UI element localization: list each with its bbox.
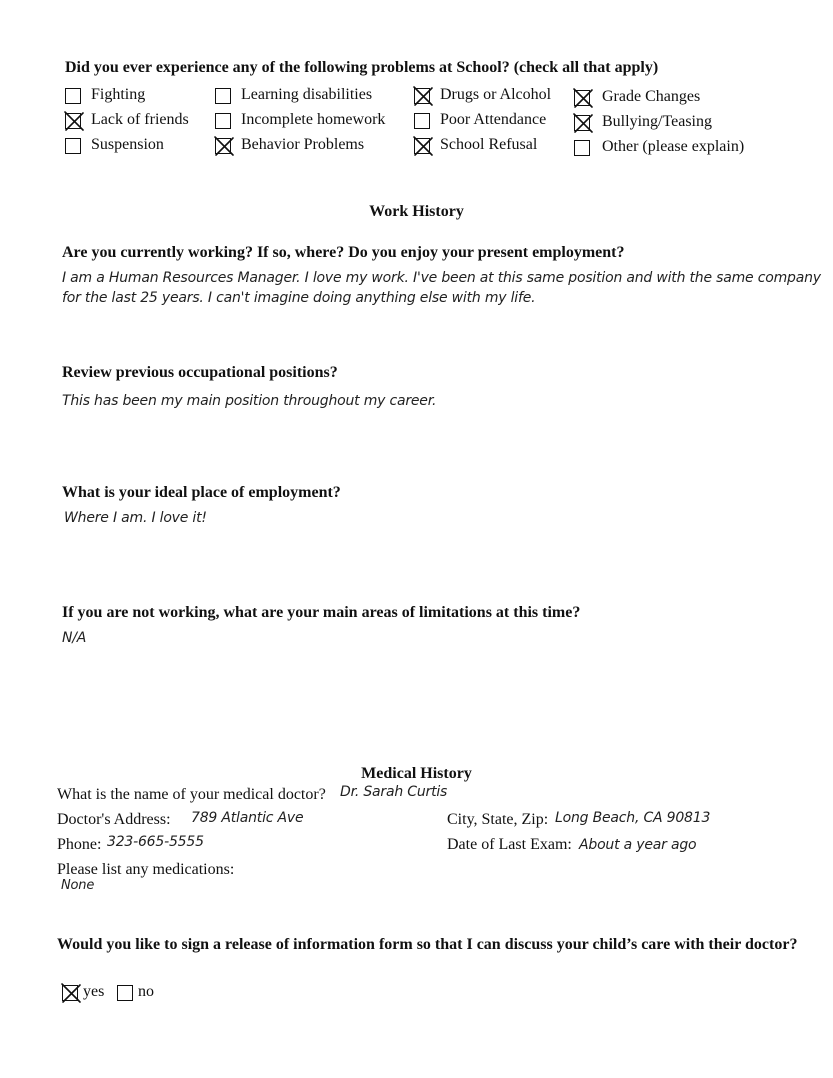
release-no-checkbox[interactable]: [117, 985, 133, 1001]
phone-label: Phone:: [57, 836, 102, 853]
checkbox-label-behavior-problems: Behavior Problems: [241, 136, 365, 153]
work-question-previous: Review previous occupational positions?: [62, 364, 338, 381]
last-exam-label: Date of Last Exam:: [447, 836, 572, 853]
work-question-limitations: If you are not working, what are your main areas of limitations at this time?: [62, 604, 581, 621]
release-yes-label: yes: [83, 983, 105, 1000]
last-exam-value[interactable]: About a year ago: [579, 837, 697, 853]
medical-history-heading: Medical History: [361, 765, 472, 782]
work-answer-ideal: Where I am. I love it!: [64, 510, 207, 526]
work-question-current: Are you currently working? If so, where? Do you enjoy your present employment?: [62, 244, 625, 261]
checkbox-behavior-problems[interactable]: [215, 138, 231, 154]
work-answer-current-line2: for the last 25 years. I can't imagine doing anything else with my life.: [62, 290, 536, 306]
checkbox-fighting[interactable]: [65, 88, 81, 104]
x-mark-icon: [412, 135, 434, 157]
checkbox-other-please-explain[interactable]: [574, 140, 590, 156]
checkbox-label-lack-of-friends: Lack of friends: [91, 111, 189, 128]
checkbox-lack-of-friends[interactable]: [65, 113, 81, 129]
work-answer-previous: This has been my main position throughout my career.: [62, 393, 437, 409]
checkbox-incomplete-homework[interactable]: [215, 113, 231, 129]
city-state-zip-value[interactable]: Long Beach, CA 90813: [555, 810, 711, 826]
medications-value[interactable]: None: [61, 878, 95, 893]
release-question: Would you like to sign a release of information form so that I can discuss your child’s care with their doctor?: [57, 936, 798, 953]
checkbox-label-fighting: Fighting: [91, 86, 146, 103]
school-question: Did you ever experience any of the following problems at School? (check all that apply): [65, 59, 659, 76]
checkbox-label-grade-changes: Grade Changes: [602, 88, 701, 105]
checkbox-bullying-teasing[interactable]: [574, 115, 590, 131]
checkbox-label-poor-attendance: Poor Attendance: [440, 111, 547, 128]
x-mark-icon: [63, 110, 85, 132]
work-answer-current-line1: I am a Human Resources Manager. I love my work. I've been at this same position and with the same company: [62, 270, 821, 286]
checkbox-learning-disabilities[interactable]: [215, 88, 231, 104]
city-state-zip-label: City, State, Zip:: [447, 811, 549, 828]
x-mark-icon: [572, 112, 594, 134]
checkbox-poor-attendance[interactable]: [414, 113, 430, 129]
checkbox-label-learning-disabilities: Learning disabilities: [241, 86, 373, 103]
checkbox-label-school-refusal: School Refusal: [440, 136, 538, 153]
work-question-ideal: What is your ideal place of employment?: [62, 484, 341, 501]
doctor-name-label: What is the name of your medical doctor?: [57, 786, 326, 803]
work-answer-limitations: N/A: [62, 630, 87, 646]
x-mark-icon: [572, 87, 594, 109]
x-mark-icon: [412, 85, 434, 107]
medications-label: Please list any medications:: [57, 861, 235, 878]
checkbox-label-suspension: Suspension: [91, 136, 164, 153]
checkbox-label-incomplete-homework: Incomplete homework: [241, 111, 386, 128]
release-no-label: no: [138, 983, 154, 1000]
x-mark-icon: [213, 135, 235, 157]
phone-value[interactable]: 323-665-5555: [107, 834, 204, 850]
doctor-address-value[interactable]: 789 Atlantic Ave: [191, 810, 304, 826]
checkbox-label-drugs-or-alcohol: Drugs or Alcohol: [440, 86, 552, 103]
checkbox-suspension[interactable]: [65, 138, 81, 154]
checkbox-label-bullying-teasing: Bullying/Teasing: [602, 113, 712, 130]
doctor-name-value[interactable]: Dr. Sarah Curtis: [340, 784, 448, 800]
checkbox-school-refusal[interactable]: [414, 138, 430, 154]
release-yes-checkbox[interactable]: [62, 985, 78, 1001]
work-history-heading: Work History: [369, 203, 464, 220]
checkbox-drugs-or-alcohol[interactable]: [414, 88, 430, 104]
x-mark-icon: [60, 982, 82, 1004]
checkbox-grade-changes[interactable]: [574, 90, 590, 106]
checkbox-label-other-please-explain: Other (please explain): [602, 138, 745, 155]
doctor-address-label: Doctor's Address:: [57, 811, 171, 828]
